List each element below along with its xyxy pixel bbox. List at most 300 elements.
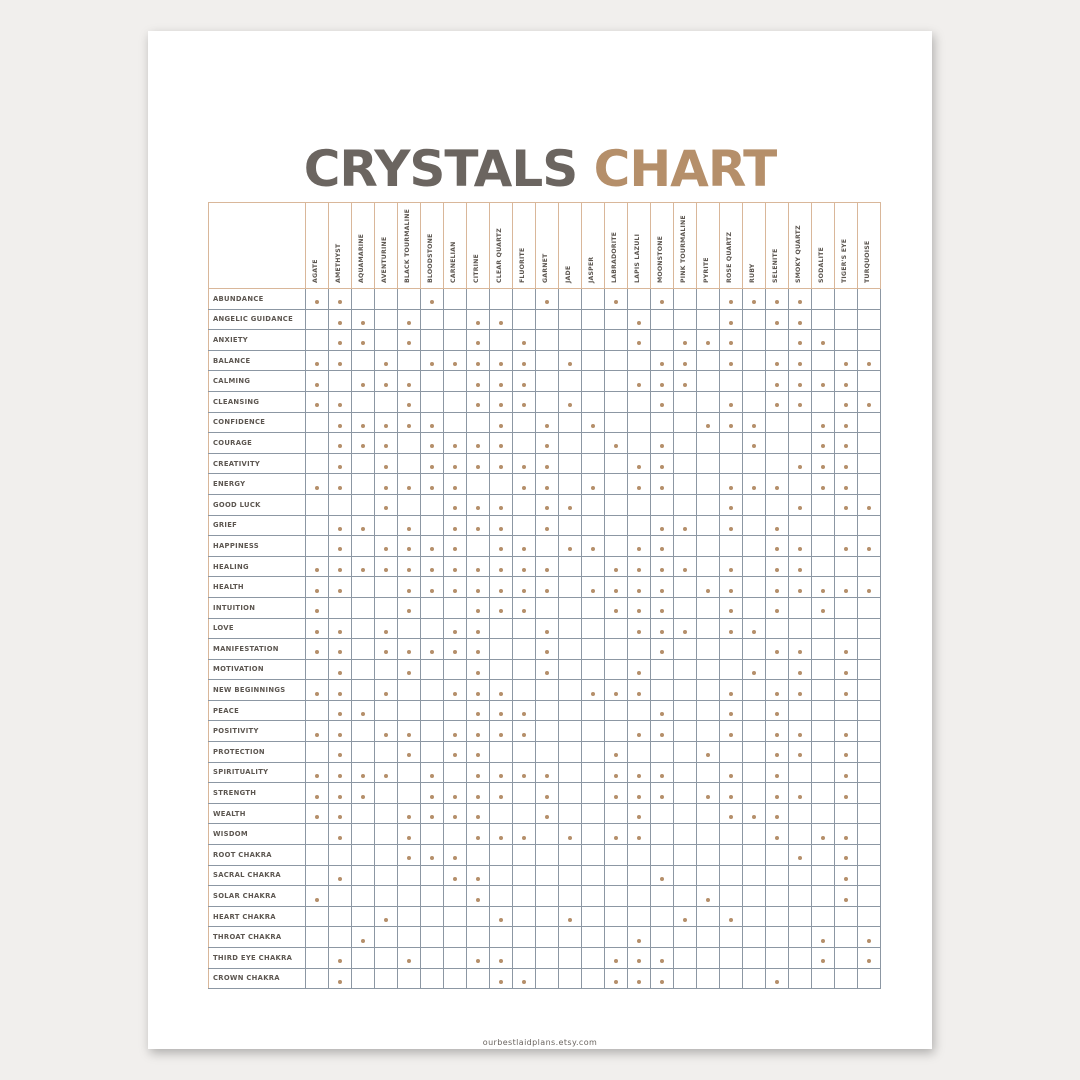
grid-cell — [628, 659, 651, 680]
grid-cell — [513, 700, 536, 721]
dot-mark — [821, 939, 825, 943]
dot-mark — [361, 321, 365, 325]
grid-cell — [536, 433, 559, 454]
table-row — [209, 927, 881, 948]
grid-cell — [697, 330, 720, 351]
grid-cell — [513, 742, 536, 763]
grid-cell — [513, 474, 536, 495]
grid-cell — [582, 783, 605, 804]
grid-cell — [720, 906, 743, 927]
grid-cell — [306, 721, 329, 742]
grid-cell — [329, 618, 352, 639]
grid-cell — [559, 700, 582, 721]
grid-cell — [490, 721, 513, 742]
grid-cell — [743, 453, 766, 474]
grid-cell — [858, 371, 881, 392]
grid-cell — [513, 556, 536, 577]
grid-cell — [674, 494, 697, 515]
grid-cell — [743, 742, 766, 763]
dot-mark — [683, 362, 687, 366]
dot-mark — [476, 671, 480, 675]
grid-cell — [766, 350, 789, 371]
grid-cell — [352, 371, 375, 392]
grid-cell — [444, 721, 467, 742]
grid-cell — [352, 536, 375, 557]
grid-cell — [513, 927, 536, 948]
dot-mark — [476, 733, 480, 737]
dot-mark — [522, 609, 526, 613]
grid-cell — [375, 700, 398, 721]
dot-mark — [844, 486, 848, 490]
dot-mark — [338, 630, 342, 634]
grid-cell — [375, 742, 398, 763]
grid-cell — [559, 948, 582, 969]
grid-cell — [421, 824, 444, 845]
dot-mark — [637, 939, 641, 943]
property-label: CREATIVITY — [209, 453, 306, 474]
grid-cell — [329, 597, 352, 618]
crystal-name: FLUORITE — [519, 247, 526, 283]
crystal-name: JASPER — [588, 256, 595, 283]
dot-mark — [614, 568, 618, 572]
grid-cell — [697, 927, 720, 948]
grid-cell — [812, 742, 835, 763]
dot-mark — [407, 403, 411, 407]
grid-cell — [582, 659, 605, 680]
grid-cell — [513, 412, 536, 433]
grid-cell — [582, 906, 605, 927]
grid-cell — [720, 783, 743, 804]
dot-mark — [338, 321, 342, 325]
grid-cell — [421, 536, 444, 557]
grid-cell — [720, 803, 743, 824]
table-row — [209, 700, 881, 721]
grid-cell — [812, 371, 835, 392]
dot-mark — [407, 589, 411, 593]
grid-cell — [812, 680, 835, 701]
grid-cell — [444, 742, 467, 763]
grid-cell — [467, 927, 490, 948]
table-row — [209, 886, 881, 907]
grid-cell — [559, 927, 582, 948]
grid-cell — [651, 906, 674, 927]
grid-cell — [421, 742, 444, 763]
dot-mark — [545, 774, 549, 778]
grid-cell — [467, 289, 490, 310]
dot-mark — [522, 486, 526, 490]
grid-cell — [651, 536, 674, 557]
table-row — [209, 639, 881, 660]
grid-cell — [697, 289, 720, 310]
dot-mark — [660, 547, 664, 551]
grid-cell — [375, 803, 398, 824]
grid-cell — [697, 371, 720, 392]
grid-cell — [858, 742, 881, 763]
crystal-name: AMETHYST — [335, 243, 342, 283]
dot-mark — [798, 671, 802, 675]
grid-cell — [559, 742, 582, 763]
grid-cell — [628, 906, 651, 927]
dot-mark — [384, 774, 388, 778]
grid-cell — [743, 659, 766, 680]
grid-cell — [329, 639, 352, 660]
column-header — [559, 203, 582, 289]
dot-mark — [499, 403, 503, 407]
grid-cell — [720, 556, 743, 577]
dot-mark — [499, 692, 503, 696]
grid-cell — [789, 330, 812, 351]
grid-cell — [628, 639, 651, 660]
grid-cell — [490, 968, 513, 989]
property-label: GOOD LUCK — [209, 494, 306, 515]
dot-mark — [545, 506, 549, 510]
grid-cell — [352, 680, 375, 701]
grid-cell — [352, 762, 375, 783]
grid-cell — [766, 556, 789, 577]
grid-cell — [559, 783, 582, 804]
dot-mark — [637, 980, 641, 984]
dot-mark — [798, 362, 802, 366]
table-row — [209, 680, 881, 701]
grid-cell — [490, 700, 513, 721]
grid-cell — [536, 680, 559, 701]
grid-cell — [651, 762, 674, 783]
grid-cell — [766, 948, 789, 969]
dot-mark — [752, 630, 756, 634]
grid-cell — [697, 350, 720, 371]
dot-mark — [453, 547, 457, 551]
grid-cell — [674, 845, 697, 866]
grid-cell — [444, 783, 467, 804]
grid-cell — [835, 309, 858, 330]
grid-cell — [766, 742, 789, 763]
column-header — [513, 203, 536, 289]
grid-cell — [697, 556, 720, 577]
grid-cell — [835, 577, 858, 598]
grid-cell — [536, 783, 559, 804]
grid-cell — [513, 845, 536, 866]
grid-cell — [789, 350, 812, 371]
grid-cell — [582, 577, 605, 598]
grid-cell — [306, 742, 329, 763]
grid-cell — [467, 330, 490, 351]
grid-cell — [743, 391, 766, 412]
grid-cell — [835, 474, 858, 495]
dot-mark — [775, 692, 779, 696]
dot-mark — [361, 424, 365, 428]
grid-cell — [835, 886, 858, 907]
dot-mark — [798, 692, 802, 696]
dot-mark — [499, 795, 503, 799]
grid-cell — [398, 659, 421, 680]
property-label: CONFIDENCE — [209, 412, 306, 433]
grid-cell — [513, 906, 536, 927]
grid-cell — [536, 803, 559, 824]
grid-cell — [835, 927, 858, 948]
grid-cell — [720, 721, 743, 742]
dot-mark — [844, 547, 848, 551]
grid-cell — [743, 700, 766, 721]
grid-cell — [490, 762, 513, 783]
grid-cell — [789, 845, 812, 866]
grid-cell — [421, 968, 444, 989]
grid-cell — [352, 659, 375, 680]
grid-cell — [835, 371, 858, 392]
crystal-name: GARNET — [542, 253, 549, 283]
grid-cell — [421, 783, 444, 804]
grid-cell — [421, 948, 444, 969]
grid-cell — [651, 700, 674, 721]
grid-cell — [582, 391, 605, 412]
dot-mark — [545, 424, 549, 428]
grid-cell — [306, 803, 329, 824]
dot-mark — [499, 444, 503, 448]
column-header — [697, 203, 720, 289]
grid-cell — [835, 762, 858, 783]
grid-cell — [306, 515, 329, 536]
grid-cell — [490, 433, 513, 454]
dot-mark — [407, 856, 411, 860]
grid-cell — [835, 453, 858, 474]
dot-mark — [499, 321, 503, 325]
grid-cell — [674, 639, 697, 660]
dot-mark — [844, 795, 848, 799]
column-header — [628, 203, 651, 289]
grid-cell — [306, 391, 329, 412]
title-word-chart: CHART — [593, 140, 777, 198]
grid-cell — [628, 536, 651, 557]
grid-cell — [467, 412, 490, 433]
grid-cell — [490, 330, 513, 351]
dot-mark — [361, 568, 365, 572]
dot-mark — [614, 959, 618, 963]
grid-cell — [697, 659, 720, 680]
grid-cell — [628, 680, 651, 701]
grid-cell — [582, 371, 605, 392]
grid-cell — [444, 865, 467, 886]
dot-mark — [453, 733, 457, 737]
grid-cell — [697, 948, 720, 969]
dot-mark — [476, 589, 480, 593]
grid-cell — [651, 391, 674, 412]
dot-mark — [729, 918, 733, 922]
dot-mark — [476, 383, 480, 387]
grid-cell — [513, 597, 536, 618]
grid-cell — [789, 886, 812, 907]
dot-mark — [821, 424, 825, 428]
grid-cell — [329, 350, 352, 371]
grid-cell — [306, 927, 329, 948]
grid-cell — [513, 309, 536, 330]
grid-cell — [467, 824, 490, 845]
grid-cell — [421, 700, 444, 721]
dot-mark — [522, 403, 526, 407]
dot-mark — [453, 362, 457, 366]
column-header — [490, 203, 513, 289]
dot-mark — [591, 589, 595, 593]
dot-mark — [591, 486, 595, 490]
dot-mark — [775, 795, 779, 799]
dot-mark — [338, 836, 342, 840]
grid-cell — [398, 556, 421, 577]
property-label: ANXIETY — [209, 330, 306, 351]
grid-cell — [697, 515, 720, 536]
grid-cell — [444, 536, 467, 557]
dot-mark — [384, 547, 388, 551]
grid-cell — [444, 680, 467, 701]
grid-cell — [490, 474, 513, 495]
dot-mark — [775, 980, 779, 984]
grid-cell — [812, 927, 835, 948]
grid-cell — [651, 803, 674, 824]
grid-cell — [421, 350, 444, 371]
dot-mark — [798, 383, 802, 387]
grid-cell — [467, 515, 490, 536]
grid-cell — [605, 680, 628, 701]
grid-cell — [329, 865, 352, 886]
grid-cell — [582, 433, 605, 454]
grid-cell — [651, 371, 674, 392]
dot-mark — [338, 527, 342, 531]
grid-cell — [720, 680, 743, 701]
grid-cell — [674, 927, 697, 948]
grid-cell — [559, 906, 582, 927]
grid-cell — [306, 371, 329, 392]
dot-mark — [476, 506, 480, 510]
dot-mark — [407, 959, 411, 963]
grid-cell — [444, 453, 467, 474]
crystal-name: AVENTURINE — [381, 236, 388, 283]
grid-cell — [421, 515, 444, 536]
dot-mark — [821, 959, 825, 963]
grid-cell — [306, 433, 329, 454]
dot-mark — [729, 527, 733, 531]
dot-mark — [407, 836, 411, 840]
grid-cell — [398, 597, 421, 618]
dot-mark — [338, 733, 342, 737]
grid-cell — [536, 948, 559, 969]
dot-mark — [315, 733, 319, 737]
dot-mark — [844, 856, 848, 860]
grid-cell — [306, 597, 329, 618]
dot-mark — [476, 959, 480, 963]
dot-mark — [729, 692, 733, 696]
grid-cell — [398, 350, 421, 371]
grid-cell — [490, 391, 513, 412]
grid-cell — [835, 803, 858, 824]
property-label: CALMING — [209, 371, 306, 392]
grid-cell — [812, 412, 835, 433]
dot-mark — [476, 692, 480, 696]
grid-cell — [467, 886, 490, 907]
grid-cell — [536, 391, 559, 412]
grid-cell — [858, 824, 881, 845]
dot-mark — [775, 609, 779, 613]
dot-mark — [338, 774, 342, 778]
grid-cell — [421, 865, 444, 886]
table-row — [209, 618, 881, 639]
column-header — [329, 203, 352, 289]
grid-cell — [743, 577, 766, 598]
column-header — [444, 203, 467, 289]
dot-mark — [775, 774, 779, 778]
grid-cell — [467, 803, 490, 824]
grid-cell — [835, 556, 858, 577]
grid-cell — [835, 659, 858, 680]
grid-cell — [421, 680, 444, 701]
grid-cell — [720, 597, 743, 618]
dot-mark — [867, 403, 871, 407]
grid-cell — [697, 309, 720, 330]
grid-cell — [398, 371, 421, 392]
grid-cell — [789, 824, 812, 845]
grid-cell — [605, 412, 628, 433]
grid-cell — [835, 700, 858, 721]
grid-cell — [352, 515, 375, 536]
grid-cell — [444, 350, 467, 371]
property-label: GRIEF — [209, 515, 306, 536]
dot-mark — [453, 486, 457, 490]
dot-mark — [591, 547, 595, 551]
grid-body — [209, 289, 881, 989]
grid-cell — [674, 618, 697, 639]
grid-cell — [628, 515, 651, 536]
table-row — [209, 577, 881, 598]
grid-cell — [766, 721, 789, 742]
grid-cell — [697, 824, 720, 845]
grid-cell — [398, 639, 421, 660]
grid-cell — [306, 659, 329, 680]
dot-mark — [545, 444, 549, 448]
dot-mark — [752, 444, 756, 448]
grid-cell — [605, 906, 628, 927]
grid-cell — [628, 618, 651, 639]
grid-cell — [628, 886, 651, 907]
grid-cell — [789, 494, 812, 515]
grid-cell — [697, 433, 720, 454]
grid-cell — [743, 680, 766, 701]
dot-mark — [775, 650, 779, 654]
grid-cell — [605, 330, 628, 351]
grid-cell — [352, 639, 375, 660]
grid-cell — [398, 762, 421, 783]
grid-cell — [559, 350, 582, 371]
grid-cell — [375, 618, 398, 639]
property-label: CROWN CHAKRA — [209, 968, 306, 989]
footer-url: ourbestlaidplans.etsy.com — [482, 1038, 598, 1047]
grid-cell — [467, 556, 490, 577]
dot-mark — [361, 939, 365, 943]
dot-mark — [522, 589, 526, 593]
grid-cell — [536, 886, 559, 907]
grid-cell — [628, 309, 651, 330]
table-row — [209, 783, 881, 804]
grid-cell — [536, 515, 559, 536]
grid-cell — [559, 391, 582, 412]
grid-cell — [628, 762, 651, 783]
grid-cell — [490, 845, 513, 866]
grid-cell — [329, 289, 352, 310]
property-label: INTUITION — [209, 597, 306, 618]
grid-cell — [651, 453, 674, 474]
grid-cell — [329, 948, 352, 969]
dot-mark — [798, 753, 802, 757]
grid-cell — [789, 639, 812, 660]
grid-cell — [467, 721, 490, 742]
dot-mark — [775, 815, 779, 819]
dot-mark — [453, 589, 457, 593]
dot-mark — [315, 609, 319, 613]
